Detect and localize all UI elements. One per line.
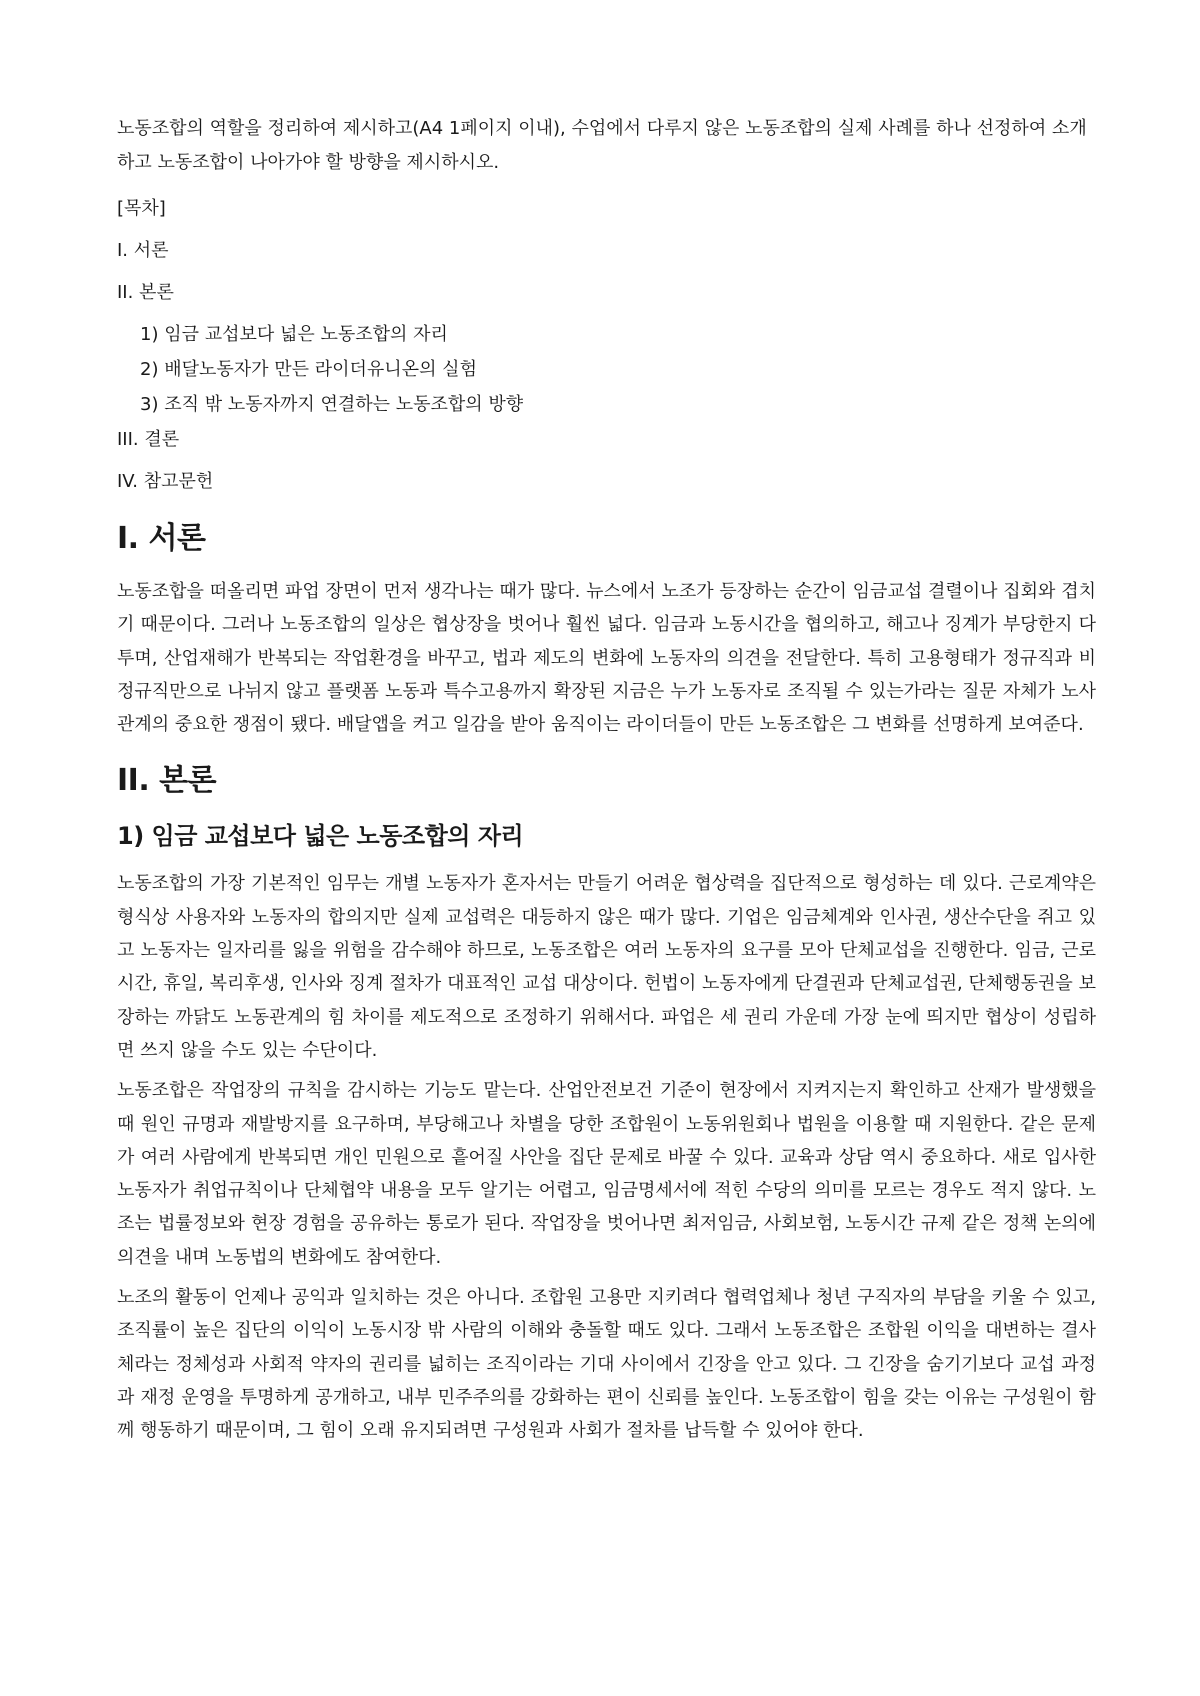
toc-item: I. 서론 (117, 240, 169, 261)
table-of-contents (117, 192, 1096, 499)
body-paragraph: 노동조합은 작업장의 규칙을 감시하는 기능도 맡는다. 산업안전보건 기준이 현장에서 지켜지는지 확인하고 산재가 발생했을 때 원인 규명과 재발방지를 요구하며, 부당해고나 차별을 당한 조합원이 노동위원회나 법원을 이용할 때 지원한다. 같은 문제가 여러 사람에게 반복되면 개인 민원으로 흩어질 사안을 집단 문제로 바꿀 수 있다. 교육과 상담 역시 중요하다. 새로 입사한 노동자가 취업규칙이나 단체협약 내용을 모두 알기는 어렵고, 임금명세서에 적힌 수당의 의미를 모르는 경우도 적지 않다. 노조는 법률정보와 현장 경험을 공유하는 통로가 된다. 작업장을 벗어나면 최저임금, 사회보험, 노동시간 규제 같은 정책 논의에 의견을 내며 노동법의 변화에도 참여한다. (117, 1080, 1096, 1268)
toc-item: III. 결론 (117, 429, 180, 450)
toc-subitem: 2) 배달노동자가 만든 라이더유니온의 실험 (140, 359, 477, 380)
subsection-heading: 1) 임금 교섭보다 넓은 노동조합의 자리 (117, 822, 524, 851)
section-heading-body: II. 본론 (117, 763, 217, 799)
body-paragraph: 노조의 활동이 언제나 공익과 일치하는 것은 아니다. 조합원 고용만 지키려다 협력업체나 청년 구직자의 부담을 키울 수 있고, 조직률이 높은 집단의 이익이 노동시장 밖 사람의 이해와 충돌할 때도 있다. 그래서 노동조합은 조합원 이익을 대변하는 결사체라는 정체성과 사회적 약자의 권리를 넓히는 조직이라는 기대 사이에서 긴장을 안고 있다. 그 긴장을 숨기기보다 교섭 과정과 재정 운영을 투명하게 공개하고, 내부 민주주의를 강화하는 편이 신뢰를 높인다. 노동조합이 힘을 갖는 이유는 구성원이 함께 행동하기 때문이며, 그 힘이 오래 유지되려면 구성원과 사회가 절차를 납득할 수 있어야 한다. (117, 1287, 1096, 1442)
section-heading-introduction: I. 서론 (117, 521, 206, 556)
body-paragraph: 노동조합의 가장 기본적인 임무는 개별 노동자가 혼자서는 만들기 어려운 협상력을 집단적으로 형성하는 데 있다. 근로계약은 형식상 사용자와 노동자의 합의지만 실제 교섭력은 대등하지 않은 때가 많다. 기업은 임금체계와 인사권, 생산수단을 쥐고 있고 노동자는 일자리를 잃을 위험을 감수해야 하므로, 노동조합은 여러 노동자의 요구를 모아 단체교섭을 진행한다. 임금, 근로시간, 휴일, 복리후생, 인사와 징계 절차가 대표적인 교섭 대상이다. 헌법이 노동자에게 단결권과 단체교섭권, 단체행동권을 보장하는 까닭도 노동관계의 힘 차이를 제도적으로 조정하기 위해서다. 파업은 세 권리 가운데 가장 눈에 띄지만 협상이 성립하면 쓰지 않을 수도 있는 수단이다. (117, 873, 1096, 1061)
toc-subitem: 1) 임금 교섭보다 넓은 노동조합의 자리 (140, 324, 448, 345)
toc-item: IV. 참고문헌 (117, 471, 214, 492)
toc-item: II. 본론 (117, 282, 174, 303)
toc-title: [목차] (117, 198, 166, 219)
body-paragraph: 노동조합을 떠올리면 파업 장면이 먼저 생각나는 때가 많다. 뉴스에서 노조가 등장하는 순간이 임금교섭 결렬이나 집회와 겹치기 때문이다. 그러나 노동조합의 일상은 협상장을 벗어나 훨씬 넓다. 임금과 노동시간을 협의하고, 해고나 징계가 부당한지 다투며, 산업재해가 반복되는 작업환경을 바꾸고, 법과 제도의 변화에 노동자의 의견을 전달한다. 특히 고용형태가 정규직과 비정규직만으로 나뉘지 않고 플랫폼 노동과 특수고용까지 확장된 지금은 누가 노동자로 조직될 수 있는가라는 질문 자체가 노사관계의 중요한 쟁점이 됐다. 배달앱을 켜고 일감을 받아 움직이는 라이더들이 만든 노동조합은 그 변화를 선명하게 보여준다. (117, 581, 1096, 736)
toc-subitem: 3) 조직 밖 노동자까지 연결하는 노동조합의 방향 (140, 394, 524, 415)
assignment-prompt: 노동조합의 역할을 정리하여 제시하고(A4 1페이지 이내), 수업에서 다루지 않은 노동조합의 실제 사례를 하나 선정하여 소개하고 노동조합이 나아가야 할 방향을 제시하시오. (117, 118, 1087, 173)
